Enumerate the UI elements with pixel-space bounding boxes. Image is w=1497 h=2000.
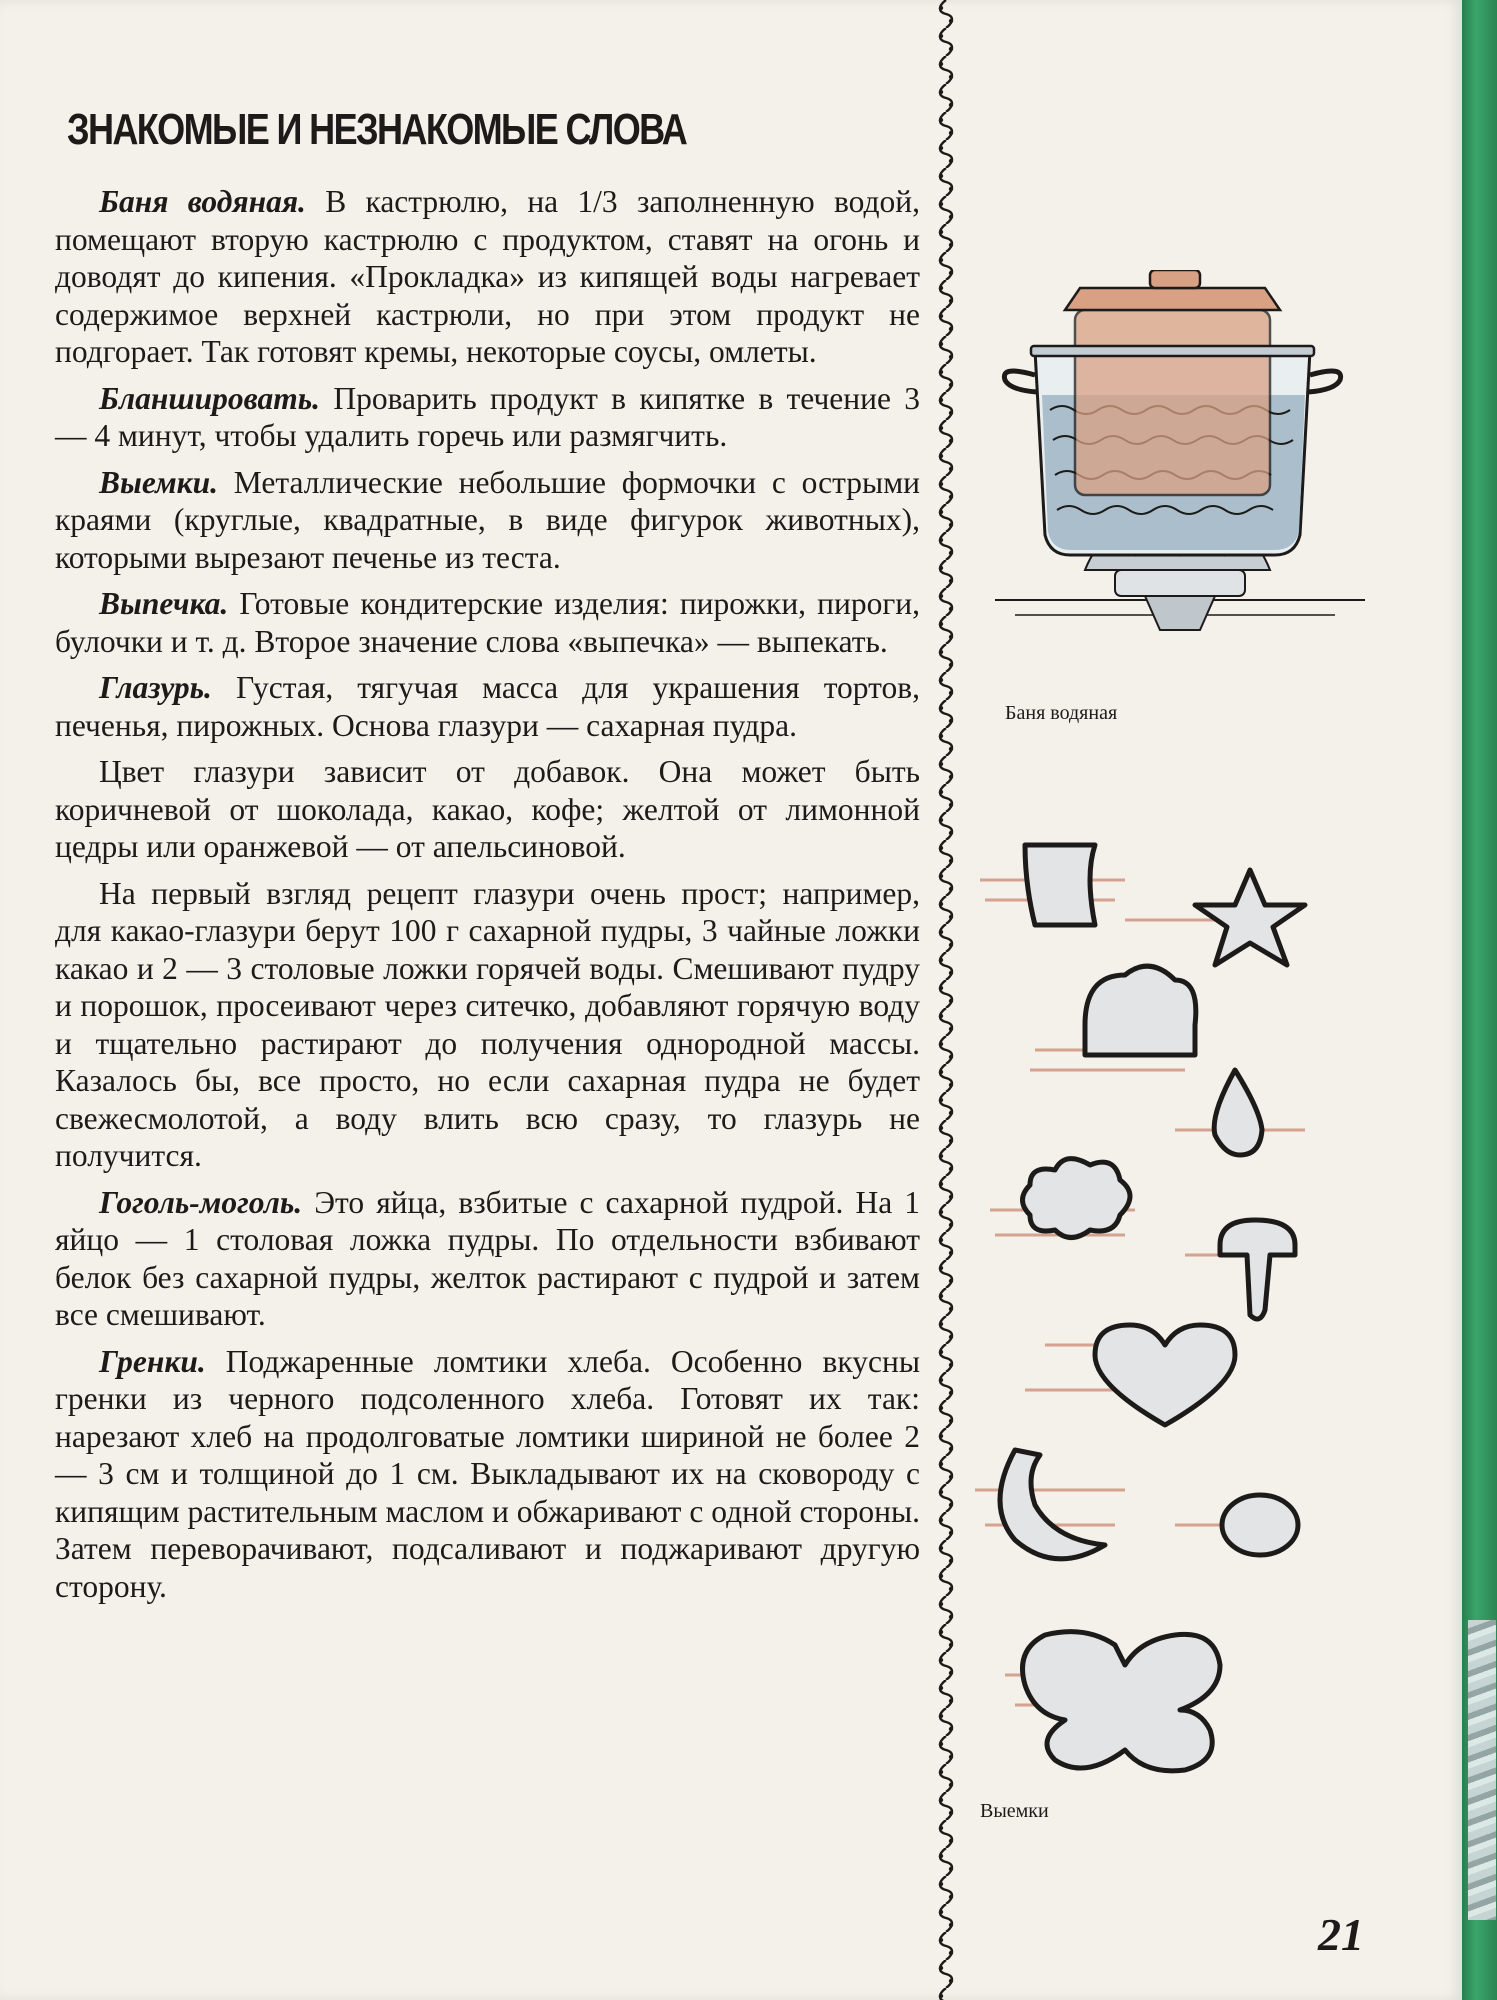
entry-croutons	[55, 1343, 920, 1606]
ornamental-divider	[935, 0, 957, 2000]
drop-cutter	[1214, 1070, 1262, 1155]
entry-term: Выемки.	[99, 464, 219, 500]
entry-eggnog	[55, 1184, 920, 1334]
rectangle-cutter	[1025, 845, 1095, 925]
bell-cutter	[1085, 966, 1196, 1055]
entry-text: Это яйца, взбитые с сахарной пудрой. На 1 яйцо — 1 столовая ложка пудры. По отдельности взбивают белок без сахарной пудры, желток растирают с пудрой и затем все смешивают.	[55, 1184, 920, 1332]
text-column	[55, 95, 920, 1614]
butterfly-cutter	[1023, 1632, 1221, 1771]
entry-blanch	[55, 380, 920, 455]
page-title: ЗНАКОМЫЕ И НЕЗНАКОМЫЕ СЛОВА	[67, 105, 687, 154]
entry-glaze-color	[55, 753, 920, 866]
water-bath-caption: Баня водяная	[1005, 702, 1118, 724]
entry-term: Гренки.	[99, 1343, 206, 1379]
entry-banya	[55, 183, 920, 371]
water-bath-illustration	[995, 270, 1375, 650]
entry-term: Бланшировать.	[99, 380, 321, 416]
page-number: 21	[1318, 1909, 1364, 1960]
foil-edge	[1468, 1620, 1496, 1920]
book-cover-edge	[1462, 0, 1497, 2000]
entry-text: Густая, тягучая масса для украшения тортов, печенья, пирожных. Основа глазури — сахарная пудра.	[55, 670, 920, 743]
entry-text: Поджаренные ломтики хлеба. Особенно вкусны гренки из черного подсоленного хлеба. Готовят их так: нарезают хлеб на продолговатые ломтики шириной не более 2 — 3 см и толщиной до 1 см. Выкладывают их на сковороду с кипящим растительным маслом и обжаривают с одной стороны. Затем переворачивают, подсаливают и поджаривают другую сторону.	[55, 1343, 920, 1604]
flower-cutter	[1023, 1159, 1131, 1238]
entry-text: Металлические небольшие формочки с острыми краями (круглые, квадратные, в виде фигурок животных), которыми вырезают печенье из теста.	[55, 464, 920, 575]
entry-text: Цвет глазури зависит от добавок. Она может быть коричневой от шоколада, какао, кофе; желтой от лимонной цедры или оранжевой — от апельсиновой.	[55, 754, 920, 864]
entry-text: На первый взгляд рецепт глазури очень прост; например, для какао-глазури берут 100 г сахарной пудры, 3 чайные ложки какао и 2 — 3 столовые ложки горячей воды. Смешивают пудру и порошок, просеивают через ситечко, добавляют горячую воду и тщательно растирают до получения однородной массы. Казалось бы, все просто, но если сахарная пудра не будет свежесмолотой, а воду влить всю сразу, то глазурь не получится.	[55, 875, 920, 1173]
entry-glaze-recipe	[55, 875, 920, 1175]
cookie-cutters-illustration	[975, 825, 1395, 1785]
entry-term: Глазурь.	[99, 670, 212, 705]
cookie-cutters-caption: Выемки	[980, 1800, 1049, 1822]
star-cutter	[1195, 870, 1305, 965]
mushroom-cutter	[1220, 1220, 1295, 1319]
entry-term: Баня водяная.	[99, 184, 306, 219]
entry-term: Гоголь-моголь.	[99, 1184, 303, 1220]
entry-text: Проварить продукт в кипятке в течение 3 — 4 минут, чтобы удалить горечь или размягчить.	[55, 380, 920, 453]
entry-glaze	[55, 669, 920, 744]
crescent-cutter	[1000, 1450, 1105, 1559]
illustration-column	[975, 0, 1455, 2000]
heart-cutter	[1095, 1325, 1235, 1425]
entry-term: Выпечка.	[99, 586, 229, 621]
entry-cutters	[55, 464, 920, 577]
entry-pastry	[55, 585, 920, 660]
round-cutter	[1222, 1495, 1298, 1555]
entry-text: Готовые кондитерские изделия: пирожки, пироги, булочки и т. д. Второе значение слова «выпечка» — выпекать.	[55, 586, 920, 659]
entry-text: В кастрюлю, на 1/3 заполненную водой, помещают вторую кастрюлю с продуктом, ставят на огонь и доводят до кипения. «Прокладка» из кипящей воды нагревает содержимое верхней кастрюли, но при этом продукт не подгорает. Так готовят кремы, некоторые соусы, омлеты.	[55, 184, 920, 369]
